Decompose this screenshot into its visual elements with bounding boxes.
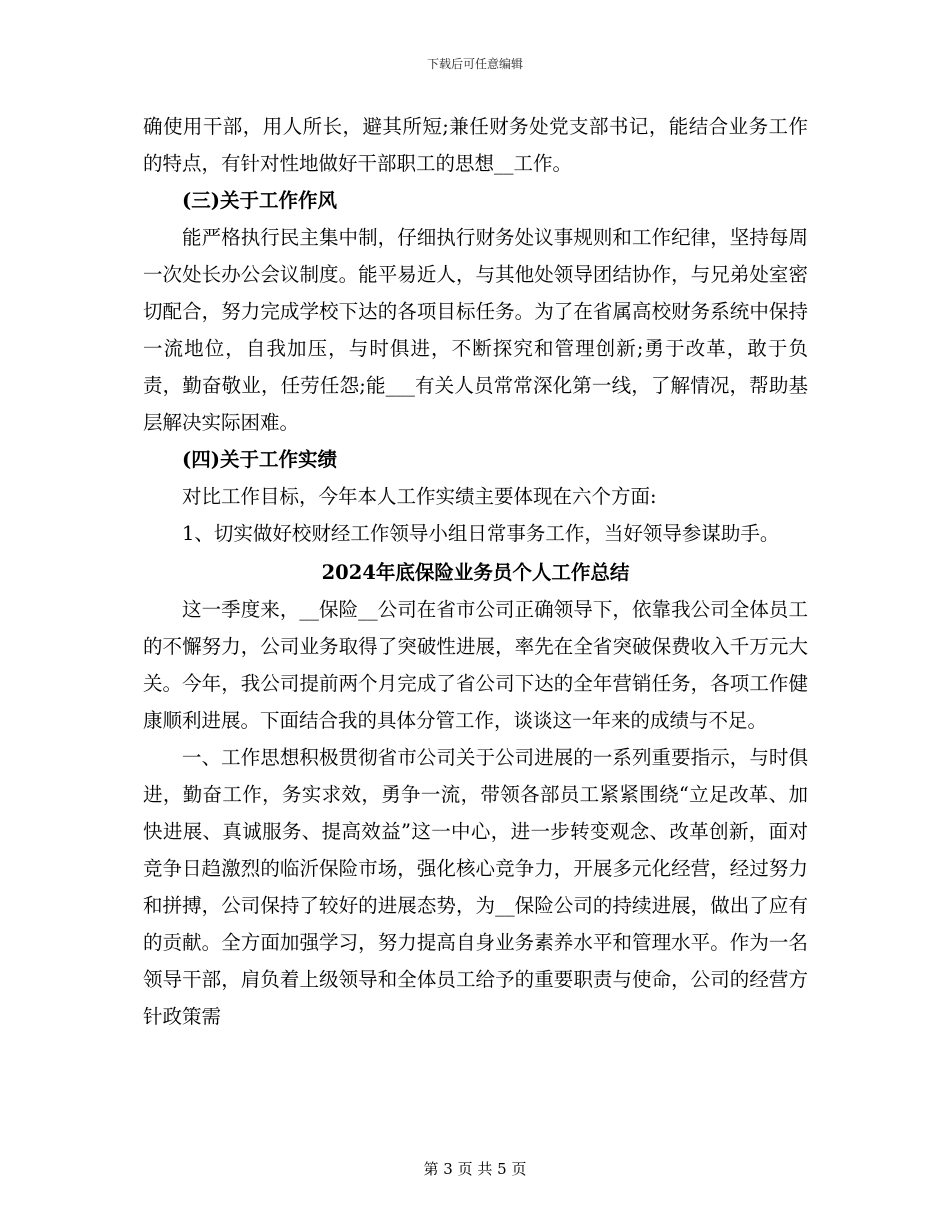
page-header-note: 下载后可任意编辑 [426,57,523,71]
paragraph-results-item-1: 1、切实做好校财经工作领导小组日常事务工作，当好领导参谋助手。 [182,522,780,545]
paragraph-results-intro: 对比工作目标，今年本人工作实绩主要体现在六个方面: [182,485,657,508]
paragraph-work-thinking: 一、工作思想积极贯彻省市公司关于公司进展的一系列重要指示，与时俱进，勤奋工作，务实求效，勇争一流，带领各部员工紧紧围绕“立足改革、加快进展、真诚服务、提高效益”这一中心，进一步转变观念、改革创新，面对竞争日趋激烈的临沂保险市场，强化核心竞争力，开展多元化经营，经过努力和拼搏，公司保持了较好的进展态势，为__保险公司的持续进展，做出了应有的贡献。全方面加强学习，努力提高自身业务素养水平和管理水平。作为一名领导干部，肩负着上级领导和全体员工给予的重要职责与使命，公司的经营方针政策需 [143,746,808,1028]
paragraph-summary-intro: 这一季度来，__保险__公司在省市公司正确领导下，依靠我公司全体员工的不懈努力，公司业务取得了突破性进展，率先在全省突破保费收入千万元大关。今年，我公司提前两个月完成了省公司下达的全年营销任务，各项工作健康顺利进展。下面结合我的具体分管工作，谈谈这一年来的成绩与不足。 [143,598,808,732]
section-heading-work-results: (四)关于工作实绩 [182,448,337,471]
document-title: 2024年底保险业务员个人工作总结 [321,561,630,584]
paragraph-work-style: 能严格执行民主集中制，仔细执行财务处议事规则和工作纪律，坚持每周一次处长办公会议制度。能平易近人，与其他处领导团结协作，与兄弟处室密切配合，努力完成学校下达的各项目标任务。为了在省属高校财务系统中保持一流地位，自我加压，与时俱进，不断探究和管理创新;勇于改革，敢于负责，勤奋敬业，任劳任怨;能___有关人员常常深化第一线，了解情况，帮助基层解决实际困难。 [143,226,808,434]
document-body [143,108,808,1035]
page-footer-number: 第 3 页 共 5 页 [423,1160,527,1178]
paragraph-cadre-use: 确使用干部，用人所长，避其所短;兼任财务处党支部书记，能结合业务工作的特点，有针对性地做好干部职工的思想__工作。 [143,115,808,175]
section-heading-work-style: (三)关于工作作风 [182,189,337,212]
